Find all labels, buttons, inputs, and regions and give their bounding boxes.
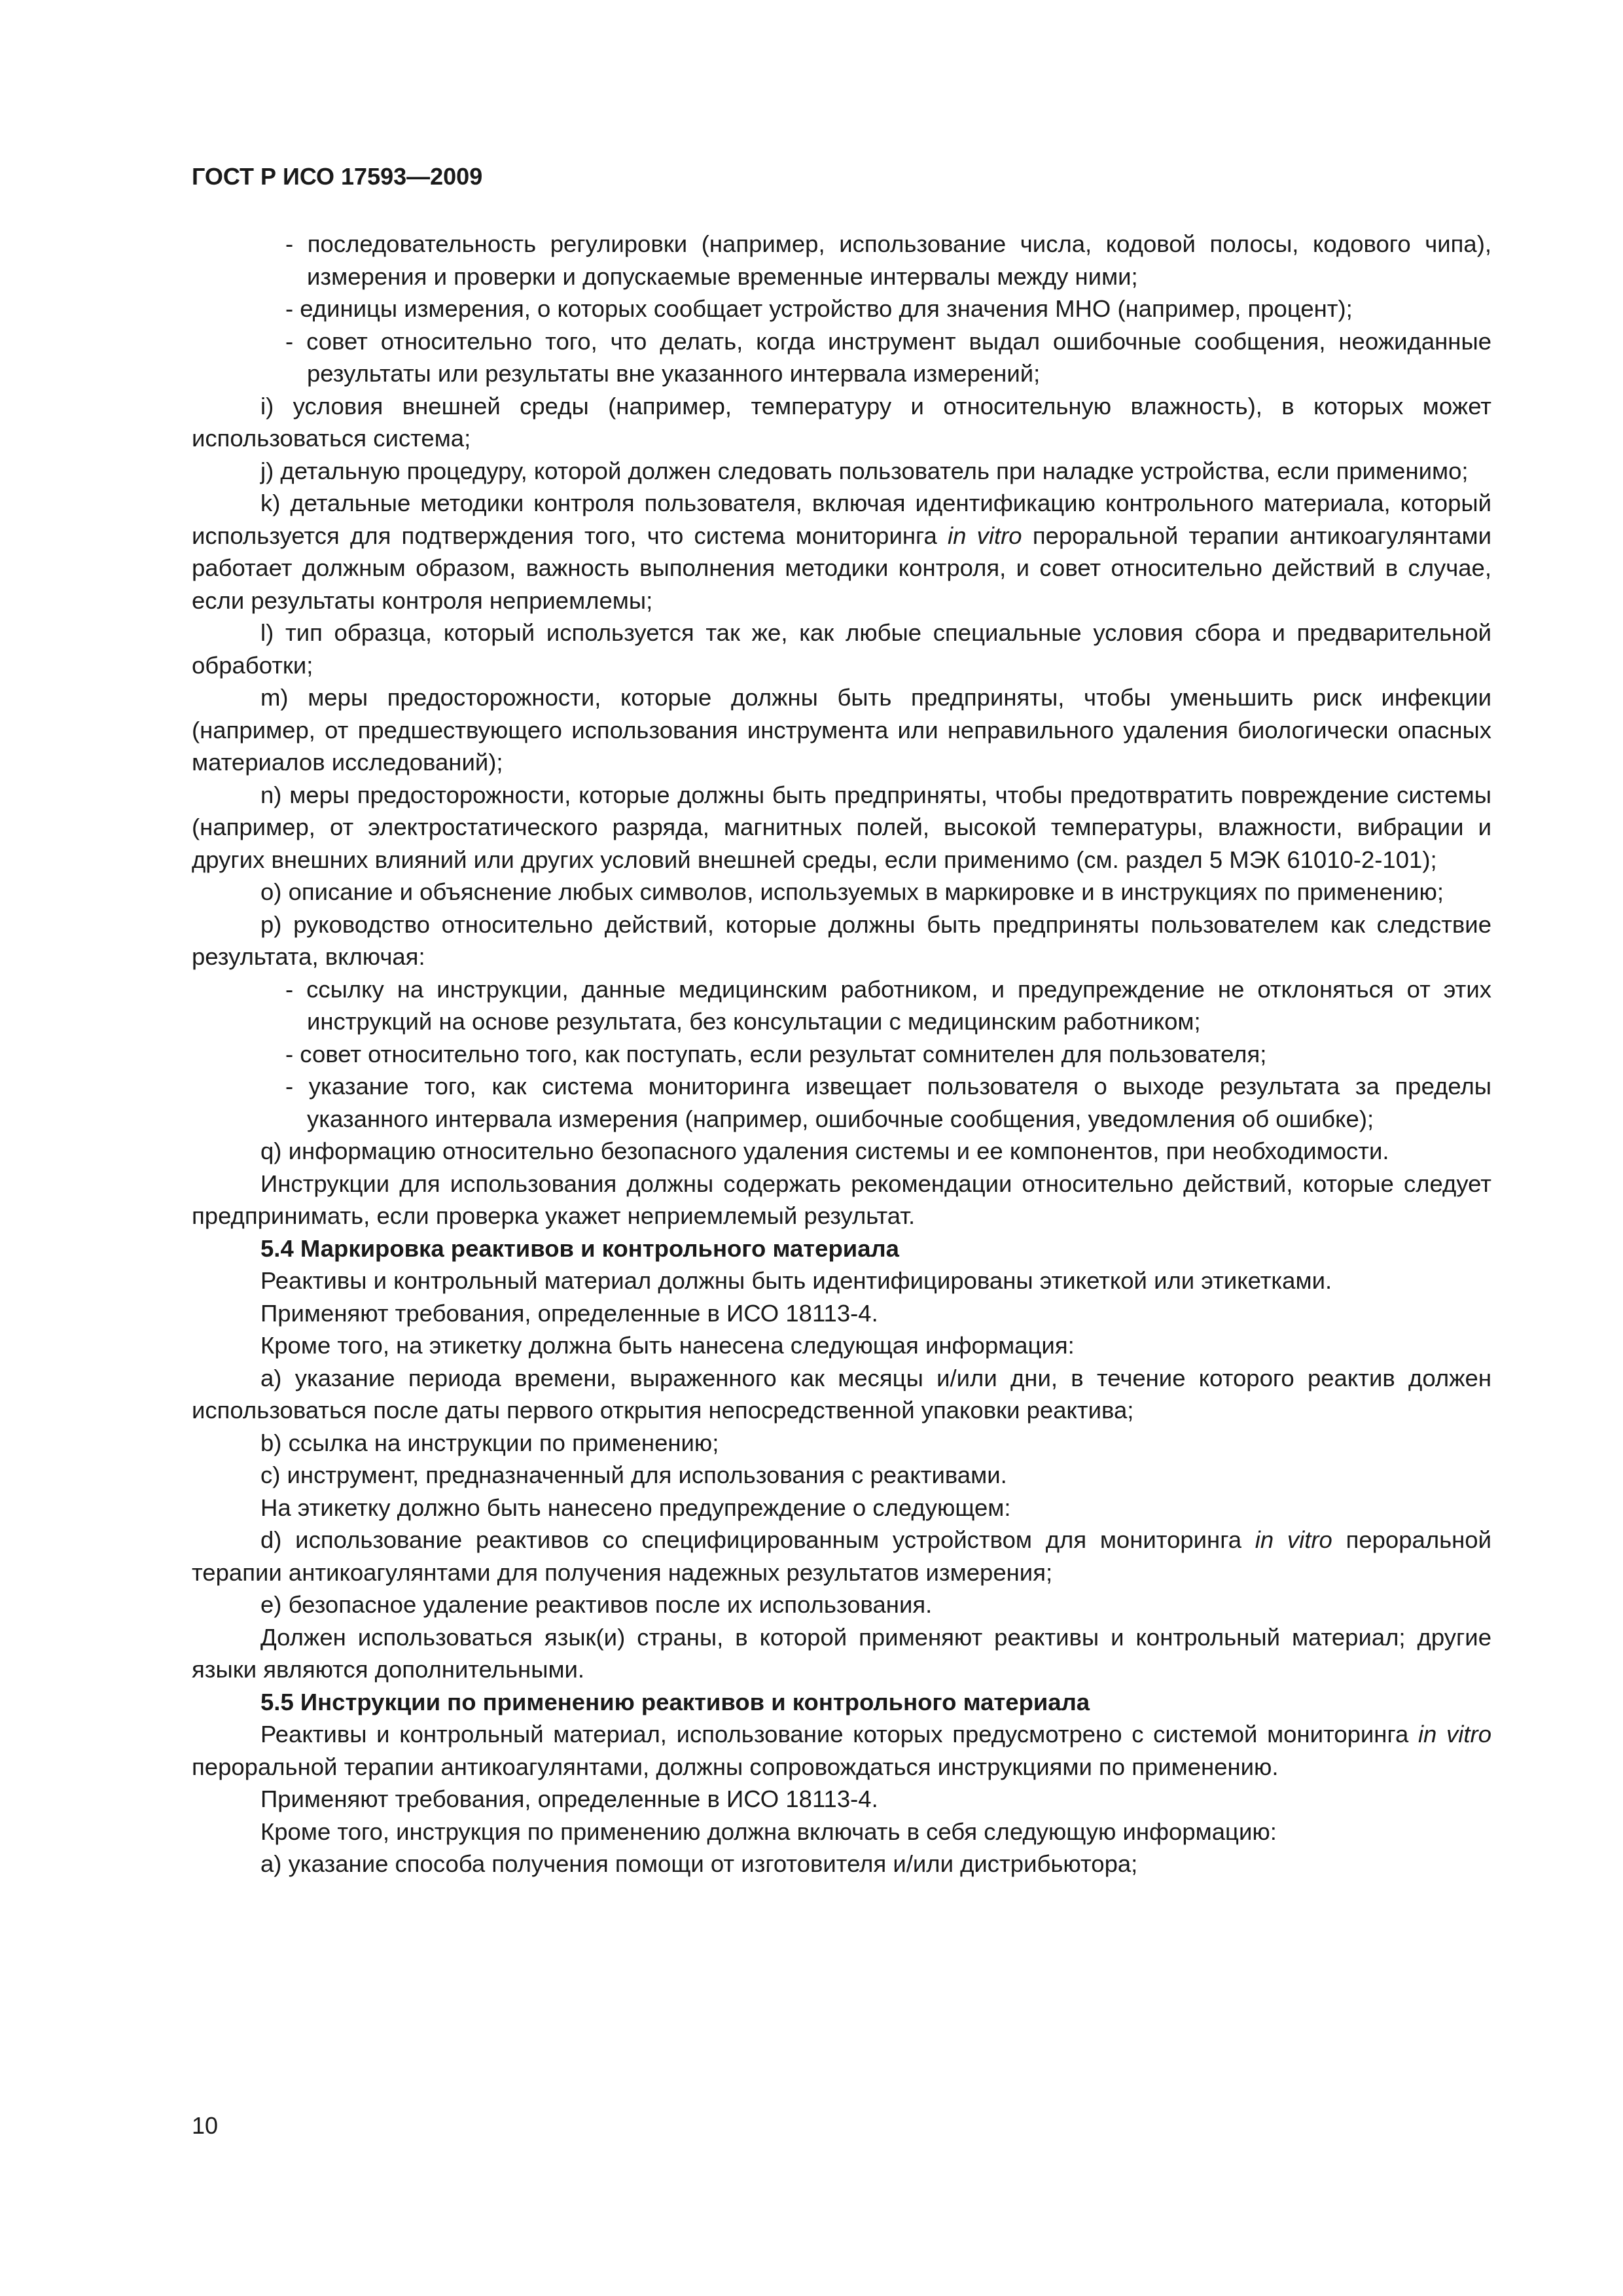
- paragraph: [192, 617, 1491, 681]
- page-number: 10: [192, 2112, 219, 2139]
- paragraph: [192, 1329, 1491, 1362]
- dash-list-item: [192, 325, 1491, 390]
- paragraph-text: d) использование реактивов со специфицированным устройством для мониторинга: [260, 1526, 1255, 1553]
- paragraph-text: Кроме того, на этикетку должна быть нанесена следующая информация:: [260, 1332, 1075, 1359]
- paragraph: [192, 681, 1491, 779]
- paragraph-text: 5.4 Маркировка реактивов и контрольного материала: [260, 1234, 899, 1262]
- paragraph-text: - ссылку на инструкции, данные медицинским работником, и предупреждение не отклоняться от этих инструкций на основе результата, без консультации с медицинским работником;: [285, 975, 1491, 1035]
- paragraph: [192, 1265, 1491, 1297]
- paragraph-text: j) детальную процедуру, которой должен следовать пользователь при наладке устройства, если применимо;: [260, 457, 1469, 484]
- paragraph-text: l) тип образца, который используется так же, как любые специальные условия сбора и предварительной обработки;: [192, 619, 1491, 679]
- section-heading: [192, 1232, 1491, 1265]
- paragraph: [192, 1362, 1491, 1427]
- paragraph: [192, 1168, 1491, 1232]
- paragraph: [192, 779, 1491, 876]
- paragraph: [192, 876, 1491, 908]
- paragraph-text: k) детальные методики контроля пользователя, включая идентификацию контрольного материала, который используется для подтверждения того, что система мониторинга: [192, 490, 1491, 549]
- paragraph-text: Применяют требования, определенные в ИСО 18113-4.: [260, 1299, 878, 1327]
- dash-list-item: [192, 973, 1491, 1038]
- paragraph-text: пероральной терапии антикоагулянтами работает должным образом, важность выполнения методики контроля, и совет относительно действий в случае, если результаты контроля неприемлемы;: [192, 522, 1491, 614]
- dash-list-item: [192, 1038, 1491, 1071]
- paragraph-text: m) меры предосторожности, которые должны быть предприняты, чтобы уменьшить риск инфекции (например, от предшествующего использования инструмента или неправильного удаления биологически опасных материалов исследований);: [192, 684, 1491, 776]
- paragraph: [192, 1816, 1491, 1848]
- paragraph: [192, 1427, 1491, 1460]
- section-heading: [192, 1686, 1491, 1719]
- paragraph: [192, 1848, 1491, 1880]
- italic-term: in vitro: [1255, 1526, 1332, 1553]
- paragraph: [192, 1621, 1491, 1686]
- paragraph: [192, 1524, 1491, 1588]
- paragraph: [192, 1783, 1491, 1816]
- paragraph: [192, 1135, 1491, 1168]
- paragraph-text: пероральной терапии антикоагулянтами для получения надежных результатов измерения;: [192, 1526, 1491, 1586]
- paragraph-text: Реактивы и контрольный материал должны быть идентифицированы этикеткой или этикетками.: [260, 1267, 1332, 1294]
- paragraph-text: - совет относительно того, как поступать, если результат сомнителен для пользователя;: [285, 1040, 1267, 1067]
- paragraph-text: - совет относительно того, что делать, когда инструмент выдал ошибочные сообщения, неожиданные результаты или результаты вне указанного интервала измерений;: [285, 327, 1491, 387]
- paragraph: [192, 1588, 1491, 1621]
- paragraph: [192, 1297, 1491, 1330]
- paragraph-text: 5.5 Инструкции по применению реактивов и контрольного материала: [260, 1688, 1090, 1715]
- paragraph: [192, 487, 1491, 617]
- paragraph-text: - единицы измерения, о которых сообщает устройство для значения МНО (например, процент);: [285, 295, 1353, 322]
- paragraph-text: c) инструмент, предназначенный для использования с реактивами.: [260, 1462, 1007, 1488]
- paragraph-text: Кроме того, инструкция по применению должна включать в себя следующую информацию:: [260, 1818, 1277, 1845]
- italic-term: in vitro: [948, 522, 1022, 549]
- paragraph-text: p) руководство относительно действий, которые должны быть предприняты пользователем как следствие результата, включая:: [192, 910, 1491, 970]
- document-body: [192, 228, 1491, 1880]
- document-header: ГОСТ Р ИСО 17593—2009: [192, 163, 483, 190]
- paragraph-text: Применяют требования, определенные в ИСО 18113-4.: [260, 1785, 878, 1812]
- dash-list-item: [192, 228, 1491, 293]
- paragraph-text: a) указание периода времени, выраженного как месяцы и/или дни, в течение которого реактив должен использоваться после даты первого открытия непосредственной упаковки реактива;: [192, 1364, 1491, 1424]
- paragraph-text: Инструкции для использования должны содержать рекомендации относительно действий, которые следует предпринимать, если проверка укажет неприемлемый результат.: [192, 1170, 1491, 1229]
- paragraph-text: b) ссылка на инструкции по применению;: [260, 1429, 719, 1456]
- paragraph: [192, 1718, 1491, 1783]
- italic-term: in vitro: [1418, 1721, 1491, 1748]
- paragraph: [192, 908, 1491, 973]
- paragraph-text: q) информацию относительно безопасного удаления системы и ее компонентов, при необходимости.: [260, 1138, 1389, 1164]
- paragraph: [192, 1492, 1491, 1524]
- paragraph-text: i) условия внешней среды (например, температуру и относительную влажность), в которых может использоваться система;: [192, 392, 1491, 452]
- paragraph-text: На этикетку должно быть нанесено предупреждение о следующем:: [260, 1494, 1011, 1521]
- paragraph-text: пероральной терапии антикоагулянтами, должны сопровождаться инструкциями по применению.: [192, 1753, 1279, 1780]
- paragraph-text: n) меры предосторожности, которые должны быть предприняты, чтобы предотвратить повреждение системы (например, от электростатического разряда, магнитных полей, высокой температуры, влажности, вибрации и других внешних влияний или других условий внешней среды, если применимо (см. раздел 5 МЭК 61010-2-101);: [192, 781, 1491, 873]
- dash-list-item: [192, 1070, 1491, 1135]
- paragraph-text: a) указание способа получения помощи от изготовителя и/или дистрибьютора;: [260, 1850, 1138, 1877]
- dash-list-item: [192, 293, 1491, 325]
- paragraph-text: e) безопасное удаление реактивов после их использования.: [260, 1591, 933, 1618]
- paragraph-text: Реактивы и контрольный материал, использование которых предусмотрено с системой мониторинга: [260, 1721, 1418, 1748]
- paragraph: [192, 455, 1491, 488]
- paragraph-text: o) описание и объяснение любых символов, используемых в маркировке и в инструкциях по применению;: [260, 878, 1444, 905]
- paragraph: [192, 1459, 1491, 1492]
- paragraph-text: - указание того, как система мониторинга извещает пользователя о выходе результата за пределы указанного интервала измерения (например, ошибочные сообщения, уведомления об ошибке);: [285, 1073, 1491, 1132]
- paragraph-text: Должен использоваться язык(и) страны, в которой применяют реактивы и контрольный материал; другие языки являются дополнительными.: [192, 1623, 1491, 1683]
- paragraph: [192, 390, 1491, 455]
- paragraph-text: - последовательность регулировки (например, использование числа, кодовой полосы, кодового чипа), измерения и проверки и допускаемые временные интервалы между ними;: [285, 230, 1491, 290]
